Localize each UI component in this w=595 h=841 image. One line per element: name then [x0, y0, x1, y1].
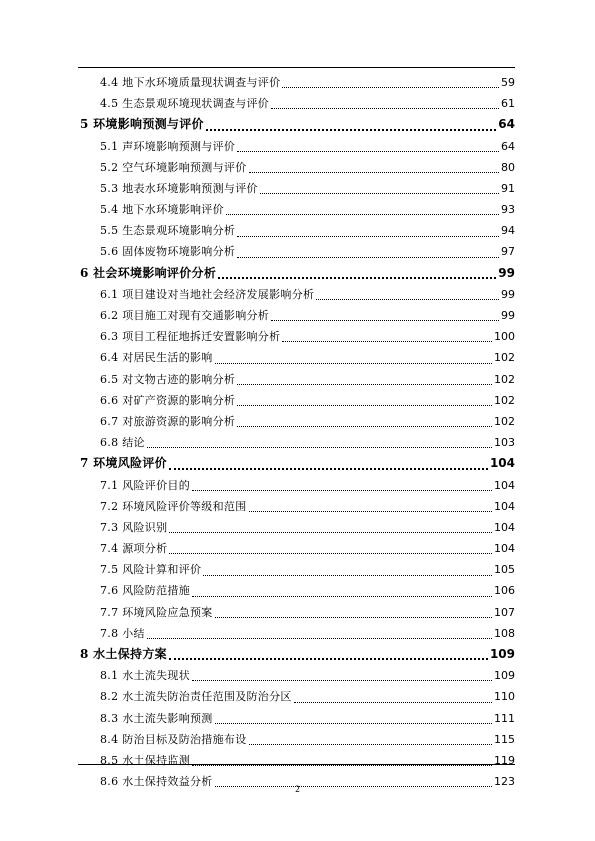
- toc-section-entry[interactable]: [78, 326, 515, 347]
- toc-entry-title: 5.3 地表水环境影响预测与评价: [100, 181, 258, 195]
- toc-entry-page: 109: [489, 647, 515, 662]
- toc-chapter-entry[interactable]: [78, 453, 515, 474]
- toc-dot-leader: [271, 108, 499, 109]
- toc-entry-page: 103: [494, 436, 515, 450]
- toc-dot-leader: [237, 151, 499, 152]
- page-number: 2: [295, 784, 300, 794]
- toc-section-entry[interactable]: [78, 475, 515, 496]
- toc-dot-leader: [169, 658, 488, 660]
- toc-entry-title: 6.4 对居民生活的影响: [100, 351, 213, 365]
- toc-entry-title: 6.6 对矿产资源的影响分析: [100, 393, 236, 407]
- toc-entry-page: 64: [501, 139, 515, 153]
- toc-dot-leader: [271, 320, 499, 321]
- toc-entry-title: 5.4 地下水环境影响评价: [100, 203, 224, 217]
- toc-entry-title: 4.4 地下水环境质量现状调查与评价: [100, 75, 281, 89]
- toc-entry-page: 80: [501, 160, 515, 174]
- toc-section-entry[interactable]: [78, 686, 515, 707]
- toc-dot-leader: [237, 384, 492, 385]
- toc-entry-page: 94: [501, 224, 515, 238]
- toc-dot-leader: [147, 638, 492, 639]
- toc-entry-page: 102: [494, 372, 515, 386]
- toc-entry-title: 7 环境风险评价: [80, 456, 167, 471]
- toc-entry-page: 104: [494, 542, 515, 556]
- toc-entry-page: 104: [494, 499, 515, 513]
- toc-entry-page: 100: [494, 330, 515, 344]
- toc-dot-leader: [215, 723, 492, 724]
- toc-dot-leader: [237, 236, 499, 237]
- toc-dot-leader: [192, 490, 492, 491]
- toc-entry-page: 102: [494, 414, 515, 428]
- toc-entry-title: 8 水土保持方案: [80, 647, 167, 662]
- toc-section-entry[interactable]: [78, 411, 515, 432]
- toc-entry-title: 6 社会环境影响评价分析: [80, 265, 217, 280]
- toc-entry-page: 102: [494, 393, 515, 407]
- toc-dot-leader: [215, 363, 492, 364]
- toc-entry-page: 91: [501, 181, 515, 195]
- toc-dot-leader: [316, 299, 499, 300]
- toc-entry-page: 115: [494, 732, 515, 746]
- toc-dot-leader: [147, 447, 492, 448]
- toc-section-entry[interactable]: [78, 708, 515, 729]
- toc-entry-title: 5.2 空气环境影响预测与评价: [100, 160, 247, 174]
- toc-chapter-entry[interactable]: [78, 114, 515, 135]
- toc-entry-title: 8.6 水土保持效益分析: [100, 775, 213, 789]
- toc-dot-leader: [226, 214, 499, 215]
- toc-dot-leader: [282, 341, 492, 342]
- toc-entry-page: 104: [494, 478, 515, 492]
- toc-entry-title: 8.3 水土流失影响预测: [100, 711, 213, 725]
- toc-section-entry[interactable]: [78, 72, 515, 93]
- toc-entry-title: 7.5 风险计算和评价: [100, 563, 202, 577]
- toc-section-entry[interactable]: [78, 242, 515, 263]
- toc-entry-title: 6.1 项目建设对当地社会经济发展影响分析: [100, 287, 315, 301]
- toc-entry-title: 6.7 对旅游资源的影响分析: [100, 414, 236, 428]
- toc-entry-title: 8.1 水土流失现状: [100, 669, 190, 683]
- toc-entry-title: 7.1 风险评价目的: [100, 478, 190, 492]
- toc-entry-title: 8.2 水土流失防治责任范围及防治分区: [100, 690, 292, 704]
- toc-entry-page: 119: [494, 753, 515, 767]
- toc-section-entry[interactable]: [78, 305, 515, 326]
- toc-entry-title: 5 环境影响预测与评价: [80, 117, 204, 132]
- toc-section-entry[interactable]: [78, 136, 515, 157]
- toc-section-entry[interactable]: [78, 369, 515, 390]
- toc-entry-title: 6.3 项目工程征地拆迁安置影响分析: [100, 330, 281, 344]
- toc-section-entry[interactable]: [78, 157, 515, 178]
- toc-dot-leader: [192, 680, 492, 681]
- toc-entry-title: 8.4 防治目标及防治措施布设: [100, 732, 247, 746]
- toc-dot-leader: [249, 172, 500, 173]
- toc-section-entry[interactable]: [78, 347, 515, 368]
- toc-entry-title: 7.6 风险防范措施: [100, 584, 190, 598]
- toc-dot-leader: [294, 702, 492, 703]
- toc-dot-leader: [218, 277, 496, 279]
- toc-dot-leader: [215, 617, 492, 618]
- toc-entry-title: 7.2 环境风险评价等级和范围: [100, 499, 247, 513]
- toc-dot-leader: [169, 468, 488, 470]
- toc-entry-title: 5.6 固体废物环境影响分析: [100, 245, 236, 259]
- toc-entry-page: 64: [498, 117, 515, 132]
- toc-dot-leader: [192, 596, 492, 597]
- toc-entry-title: 5.1 声环境影响预测与评价: [100, 139, 236, 153]
- toc-dot-leader: [192, 765, 492, 766]
- toc-dot-leader: [237, 405, 492, 406]
- toc-entry-page: 102: [494, 351, 515, 365]
- toc-entry-title: 7.8 小结: [100, 626, 145, 640]
- toc-dot-leader: [249, 744, 493, 745]
- toc-entry-page: 111: [494, 711, 515, 725]
- toc-section-entry[interactable]: [78, 178, 515, 199]
- toc-section-entry[interactable]: [78, 93, 515, 114]
- toc-dot-leader: [260, 193, 499, 194]
- toc-entry-page: 59: [501, 75, 515, 89]
- toc-section-entry[interactable]: [78, 284, 515, 305]
- toc-entry-page: 104: [494, 520, 515, 534]
- toc-chapter-entry[interactable]: [78, 263, 515, 284]
- toc-section-entry[interactable]: [78, 559, 515, 580]
- toc-section-entry[interactable]: [78, 750, 515, 771]
- toc-section-entry[interactable]: [78, 517, 515, 538]
- toc-dot-leader: [206, 129, 496, 131]
- toc-entry-page: 108: [494, 626, 515, 640]
- table-of-contents: [78, 72, 515, 792]
- toc-section-entry[interactable]: [78, 390, 515, 411]
- toc-dot-leader: [203, 575, 492, 576]
- toc-dot-leader: [169, 553, 492, 554]
- toc-section-entry[interactable]: [78, 602, 515, 623]
- toc-entry-title: 7.4 源项分析: [100, 542, 168, 556]
- toc-entry-title: 6.8 结论: [100, 436, 145, 450]
- toc-entry-title: 7.3 风险识别: [100, 520, 168, 534]
- toc-entry-page: 107: [494, 605, 515, 619]
- toc-entry-page: 97: [501, 245, 515, 259]
- toc-entry-page: 99: [501, 287, 515, 301]
- toc-dot-leader: [237, 426, 492, 427]
- toc-entry-title: 5.5 生态景观环境影响分析: [100, 224, 236, 238]
- toc-entry-title: 7.7 环境风险应急预案: [100, 605, 213, 619]
- toc-section-entry[interactable]: [78, 432, 515, 453]
- toc-section-entry[interactable]: [78, 581, 515, 602]
- toc-entry-title: 6.5 对文物古迹的影响分析: [100, 372, 236, 386]
- toc-section-entry[interactable]: [78, 729, 515, 750]
- toc-entry-page: 99: [498, 265, 515, 280]
- toc-entry-title: 8.5 水土保持监测: [100, 753, 190, 767]
- toc-entry-page: 105: [494, 563, 515, 577]
- toc-entry-title: 6.2 项目施工对现有交通影响分析: [100, 309, 270, 323]
- toc-section-entry[interactable]: [78, 623, 515, 644]
- toc-section-entry[interactable]: [78, 220, 515, 241]
- toc-entry-title: 4.5 生态景观环境现状调查与评价: [100, 97, 270, 111]
- toc-entry-page: 93: [501, 203, 515, 217]
- toc-entry-page: 109: [494, 669, 515, 683]
- toc-entry-page: 106: [494, 584, 515, 598]
- toc-dot-leader: [249, 511, 493, 512]
- toc-entry-page: 61: [501, 97, 515, 111]
- toc-entry-page: 123: [494, 775, 515, 789]
- top-rule: [78, 67, 515, 68]
- toc-section-entry[interactable]: [78, 538, 515, 559]
- toc-entry-page: 104: [489, 456, 515, 471]
- toc-chapter-entry[interactable]: [78, 644, 515, 665]
- toc-dot-leader: [282, 87, 499, 88]
- toc-dot-leader: [169, 532, 492, 533]
- toc-entry-page: 99: [501, 309, 515, 323]
- toc-section-entry[interactable]: [78, 496, 515, 517]
- toc-section-entry[interactable]: [78, 199, 515, 220]
- toc-dot-leader: [237, 257, 499, 258]
- toc-section-entry[interactable]: [78, 665, 515, 686]
- toc-entry-page: 110: [494, 690, 515, 704]
